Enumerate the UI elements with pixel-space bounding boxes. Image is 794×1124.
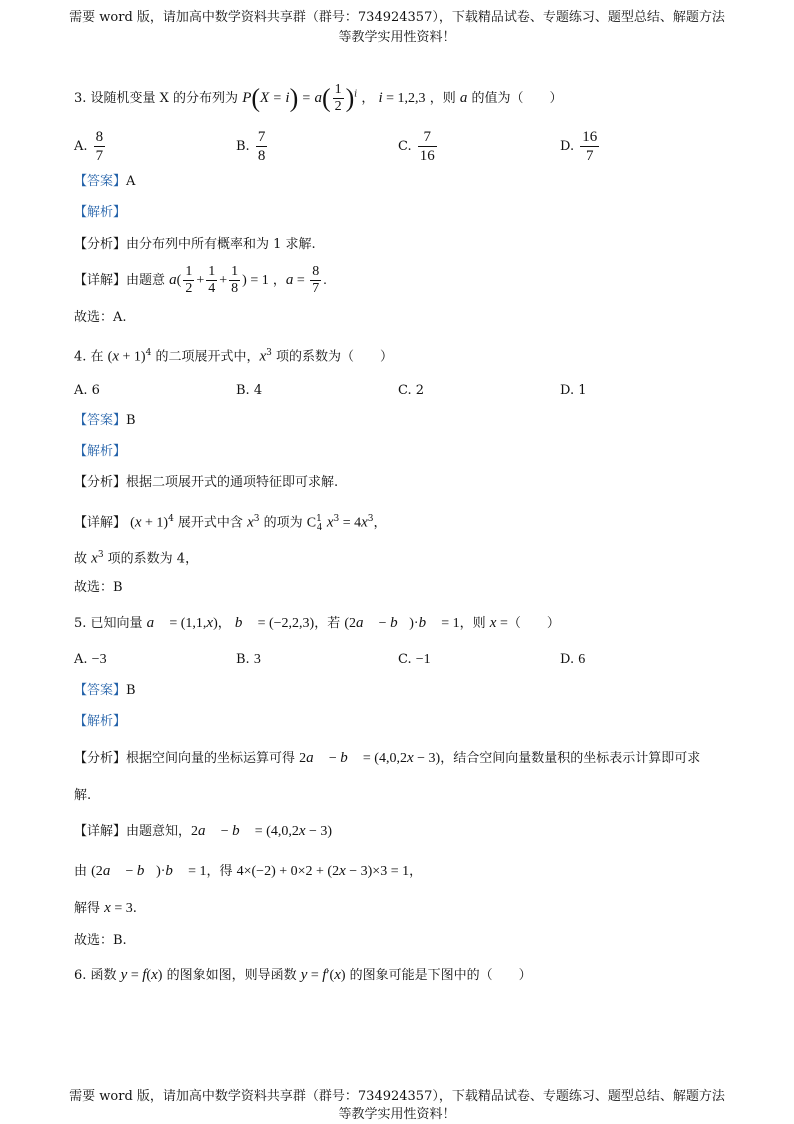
q3-fenxi: 【分析】由分布列中所有概率和为 1 求解. [74, 237, 316, 252]
q4-option-b: B. 4 [236, 383, 263, 398]
q5-answer: 【答案】B [74, 683, 136, 698]
q4-fenxi: 【分析】根据二项展开式的通项特征即可求解. [74, 475, 339, 490]
q4-analysis-label: 【解析】 [74, 444, 127, 459]
question-5-stem: 5. 已知向量 a⃗ = (1,1,x)， b⃗ = (−2,2,3)，若 (2a⃗ − b⃗)·b⃗ = 1，则 x =（ ） [74, 615, 560, 631]
q5-fenxi: 【分析】根据空间向量的坐标运算可得 2a⃗ − b⃗ = (4,0,2x − 3)，结合空间向量数量积的坐标表示计算即可求 [74, 750, 701, 766]
q5-analysis-label: 【解析】 [74, 714, 127, 729]
q4-option-d: D. 1 [560, 383, 587, 398]
q3-distribution: P(X = i) = a( $\frac{1}{2}$ )$^i$ [242, 82, 358, 114]
question-6-stem: 6. 函数 y = f(x) 的图象如图，则导函数 y = f′(x) 的图象可能是下图中的（ ） [74, 967, 532, 983]
q5-option-c: C. −1 [398, 652, 431, 667]
q5-detail: 【详解】由题意知，2a⃗ − b⃗ = (4,0,2x − 3) [74, 823, 333, 839]
q4-answer: 【答案】B [74, 413, 136, 428]
page-footer-line1: 需要 word 版，请加高中数学资料共享群（群号：734924357），下载精品试卷、专题练习、题型总结、解题方法 [69, 1089, 725, 1104]
q3-detail: 【详解】由题意 a( $\frac{1}{2}$ + $\frac{1}{4}$ + $\frac{1}{8}$ ) = 1 ，a = $\frac{8}{7}$ . [74, 264, 327, 296]
q3-answer: 【答案】A [74, 174, 136, 189]
q3-prefix: 3. 设随机变量 X 的分布列为 [74, 91, 239, 106]
q5-line3: 解得 x = 3. [74, 900, 137, 916]
q3-option-d: D. $\frac{16}{7}$ [560, 129, 598, 164]
q4-line2: 故 $x^3$ 项的系数为 4， [74, 550, 199, 567]
q5-line2: 由 (2a⃗ − b⃗)·b⃗ = 1，得 4×(−2) + 0×2 + (2x − 3)×3 = 1， [74, 863, 423, 879]
q3-conclusion: 故选：A. [74, 310, 127, 325]
q5-option-a: A. −3 [74, 652, 107, 667]
q3-option-c: C. $\frac{7}{16}$ [398, 129, 435, 164]
q3-option-b: B. $\frac{7}{8}$ [236, 129, 266, 164]
q4-option-a: A. 6 [74, 383, 100, 398]
q4-detail: 【详解】 $(x + 1)^4$ 展开式中含 $x^3$ 的项为 $C^1_4$ $x^3 = 4x^3$， [74, 514, 387, 534]
q3-option-a: A. $\frac{8}{7}$ [74, 129, 104, 164]
q4-conclusion: 故选：B [74, 580, 123, 595]
page-header-line1: 需要 word 版，请加高中数学资料共享群（群号：734924357），下载精品试卷、专题练习、题型总结、解题方法 [69, 10, 725, 25]
question-3-stem: 3. 设随机变量 X 的分布列为 P(X = i) = a( $\frac{1}{2}$ )$^i$ ， i = 1,2,3 ，则 a 的值为（ ） [74, 82, 563, 114]
q5-option-b: B. 3 [236, 652, 261, 667]
q4-option-c: C. 2 [398, 383, 425, 398]
q5-fenxi-line2: 解. [74, 788, 92, 803]
q3-analysis-label: 【解析】 [74, 205, 127, 220]
q3-index: i [378, 90, 383, 106]
q5-conclusion: 故选：B. [74, 933, 127, 948]
page-header-line2: 等教学实用性资料！ [338, 30, 456, 45]
q5-option-d: D. 6 [560, 652, 586, 667]
page-footer-line2: 等教学实用性资料！ [338, 1107, 456, 1122]
question-4-stem: 4. 在 $(x + 1)^4$ 的二项展开式中，$x^3$ 项的系数为（ ） [74, 348, 393, 365]
